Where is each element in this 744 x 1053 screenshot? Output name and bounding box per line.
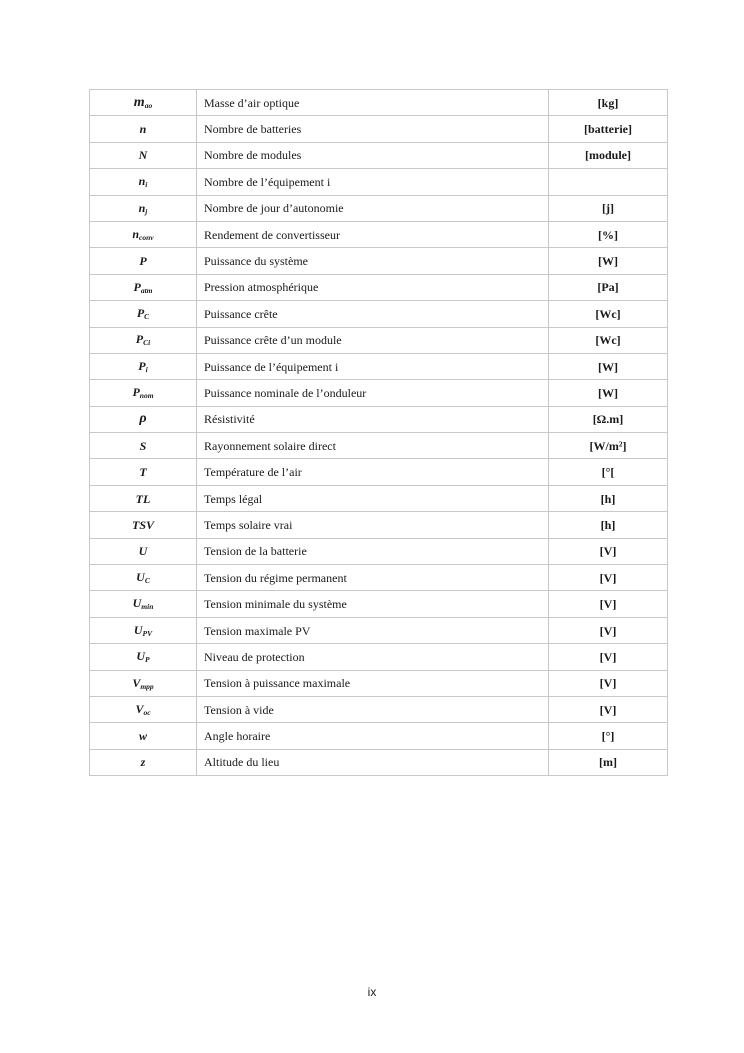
description-cell: Puissance crête xyxy=(197,301,549,327)
symbol-subscript: min xyxy=(141,602,154,612)
unit-cell: [Pa] xyxy=(549,274,668,300)
description-cell: Tension du régime permanent xyxy=(197,565,549,591)
unit-cell: [V] xyxy=(549,696,668,722)
description-cell: Angle horaire xyxy=(197,723,549,749)
description-cell: Temps légal xyxy=(197,485,549,511)
unit-cell: [module] xyxy=(549,142,668,168)
table-row xyxy=(90,512,668,538)
symbol-cell xyxy=(90,406,197,432)
unit-cell: [V] xyxy=(549,644,668,670)
symbol-base: S xyxy=(139,438,147,453)
symbol-base: U xyxy=(136,649,146,664)
table-row xyxy=(90,142,668,168)
symbol-subscript: C xyxy=(144,575,150,585)
symbol-base: P xyxy=(133,279,141,294)
symbol-cell xyxy=(90,538,197,564)
description-cell: Rayonnement solaire direct xyxy=(197,433,549,459)
symbol-cell xyxy=(90,670,197,696)
symbol-cell xyxy=(90,644,197,670)
description-cell: Puissance de l’équipement i xyxy=(197,353,549,379)
symbol-subscript: C xyxy=(144,312,150,322)
description-cell: Temps solaire vrai xyxy=(197,512,549,538)
symbol-base: U xyxy=(132,596,142,611)
symbol-cell xyxy=(90,565,197,591)
symbol-subscript: PV xyxy=(142,628,153,638)
symbol-cell xyxy=(90,116,197,142)
table-row xyxy=(90,195,668,221)
symbol-cell xyxy=(90,90,197,116)
symbol-subscript: i xyxy=(145,180,148,190)
symbol-cell xyxy=(90,696,197,722)
symbol-base: n xyxy=(139,122,147,137)
symbol-base: U xyxy=(138,544,148,559)
symbol-cell xyxy=(90,485,197,511)
table-row xyxy=(90,565,668,591)
symbol-cell xyxy=(90,617,197,643)
symbol-subscript: i xyxy=(145,364,148,374)
symbol-base: V xyxy=(132,675,141,690)
symbol-cell xyxy=(90,248,197,274)
symbols-table xyxy=(89,89,668,776)
table-row xyxy=(90,327,668,353)
symbol-base: T xyxy=(139,465,147,480)
table-row xyxy=(90,749,668,775)
description-cell: Température de l’air xyxy=(197,459,549,485)
symbol-cell xyxy=(90,512,197,538)
table-row xyxy=(90,380,668,406)
unit-cell: [batterie] xyxy=(549,116,668,142)
symbol-base: TSV xyxy=(131,517,154,532)
description-cell: Nombre de jour d’autonomie xyxy=(197,195,549,221)
unit-cell: [%] xyxy=(549,221,668,247)
table-row xyxy=(90,433,668,459)
symbol-cell xyxy=(90,274,197,300)
table-row xyxy=(90,221,668,247)
symbol-base: m xyxy=(133,94,145,110)
symbol-cell xyxy=(90,723,197,749)
symbol-subscript: oc xyxy=(143,707,151,717)
symbols-table-body xyxy=(90,90,668,776)
description-cell: Puissance du système xyxy=(197,248,549,274)
description-cell: Résistivité xyxy=(197,406,549,432)
symbol-cell xyxy=(90,749,197,775)
unit-cell xyxy=(549,169,668,195)
table-row xyxy=(90,353,668,379)
symbol-base: n xyxy=(138,174,146,189)
table-row xyxy=(90,116,668,142)
table-row xyxy=(90,617,668,643)
symbol-cell xyxy=(90,327,197,353)
unit-cell: [V] xyxy=(549,670,668,696)
table-row xyxy=(90,644,668,670)
symbol-subscript: conv xyxy=(139,232,154,242)
symbol-base: n xyxy=(138,200,146,215)
symbol-subscript: j xyxy=(145,206,148,216)
symbol-base: P xyxy=(139,254,147,269)
symbol-cell xyxy=(90,169,197,195)
unit-cell: [h] xyxy=(549,485,668,511)
symbol-subscript: nom xyxy=(139,391,154,401)
unit-cell: [j] xyxy=(549,195,668,221)
unit-cell: [V] xyxy=(549,565,668,591)
description-cell: Tension à vide xyxy=(197,696,549,722)
description-cell: Rendement de convertisseur xyxy=(197,221,549,247)
symbol-base: TL xyxy=(135,491,151,506)
symbol-cell xyxy=(90,195,197,221)
table-row xyxy=(90,723,668,749)
description-cell: Tension minimale du système xyxy=(197,591,549,617)
symbol-cell xyxy=(90,459,197,485)
description-cell: Puissance nominale de l’onduleur xyxy=(197,380,549,406)
symbol-subscript: ao xyxy=(144,100,153,110)
symbol-base: P xyxy=(132,385,140,400)
symbol-cell xyxy=(90,380,197,406)
table-row xyxy=(90,248,668,274)
symbol-subscript: atm xyxy=(140,285,153,295)
unit-cell: [kg] xyxy=(549,90,668,116)
description-cell: Niveau de protection xyxy=(197,644,549,670)
symbol-base: P xyxy=(138,358,146,373)
description-cell: Masse d’air optique xyxy=(197,90,549,116)
symbol-base: U xyxy=(136,569,145,584)
symbol-cell xyxy=(90,591,197,617)
description-cell: Tension de la batterie xyxy=(197,538,549,564)
symbol-cell xyxy=(90,301,197,327)
symbol-base: ρ xyxy=(139,411,147,427)
table-row xyxy=(90,670,668,696)
symbol-base: w xyxy=(138,729,147,744)
symbol-cell xyxy=(90,142,197,168)
table-row xyxy=(90,591,668,617)
symbol-base: n xyxy=(132,226,140,241)
unit-cell: [h] xyxy=(549,512,668,538)
unit-cell: [W] xyxy=(549,248,668,274)
table-row xyxy=(90,538,668,564)
description-cell: Tension à puissance maximale xyxy=(197,670,549,696)
symbol-cell xyxy=(90,221,197,247)
page-number: ix xyxy=(367,985,377,999)
symbol-subscript: Ci xyxy=(143,338,151,348)
symbol-base: P xyxy=(135,332,144,347)
table-row xyxy=(90,169,668,195)
symbol-base: U xyxy=(133,622,143,637)
symbol-base: P xyxy=(136,306,145,321)
symbol-base: z xyxy=(140,755,146,770)
description-cell: Nombre de l’équipement i xyxy=(197,169,549,195)
description-cell: Pression atmosphérique xyxy=(197,274,549,300)
symbol-subscript: mpp xyxy=(140,681,154,691)
symbol-subscript: P xyxy=(145,655,150,665)
unit-cell: [W] xyxy=(549,353,668,379)
table-row xyxy=(90,301,668,327)
table-row xyxy=(90,459,668,485)
table-row xyxy=(90,274,668,300)
unit-cell: [m] xyxy=(549,749,668,775)
unit-cell: [Wc] xyxy=(549,301,668,327)
table-row xyxy=(90,696,668,722)
symbol-base: V xyxy=(135,701,144,716)
description-cell: Nombre de batteries xyxy=(197,116,549,142)
unit-cell: [V] xyxy=(549,591,668,617)
unit-cell: [W/m²] xyxy=(549,433,668,459)
unit-cell: [V] xyxy=(549,538,668,564)
table-row xyxy=(90,90,668,116)
symbol-cell xyxy=(90,433,197,459)
unit-cell: [W] xyxy=(549,380,668,406)
unit-cell: [°] xyxy=(549,723,668,749)
unit-cell: [V] xyxy=(549,617,668,643)
description-cell: Tension maximale PV xyxy=(197,617,549,643)
table-row xyxy=(90,406,668,432)
unit-cell: [Ω.m] xyxy=(549,406,668,432)
unit-cell: [Wc] xyxy=(549,327,668,353)
description-cell: Nombre de modules xyxy=(197,142,549,168)
unit-cell: [°[ xyxy=(549,459,668,485)
symbol-cell xyxy=(90,353,197,379)
description-cell: Altitude du lieu xyxy=(197,749,549,775)
table-row xyxy=(90,485,668,511)
symbol-base: N xyxy=(138,148,148,163)
description-cell: Puissance crête d’un module xyxy=(197,327,549,353)
